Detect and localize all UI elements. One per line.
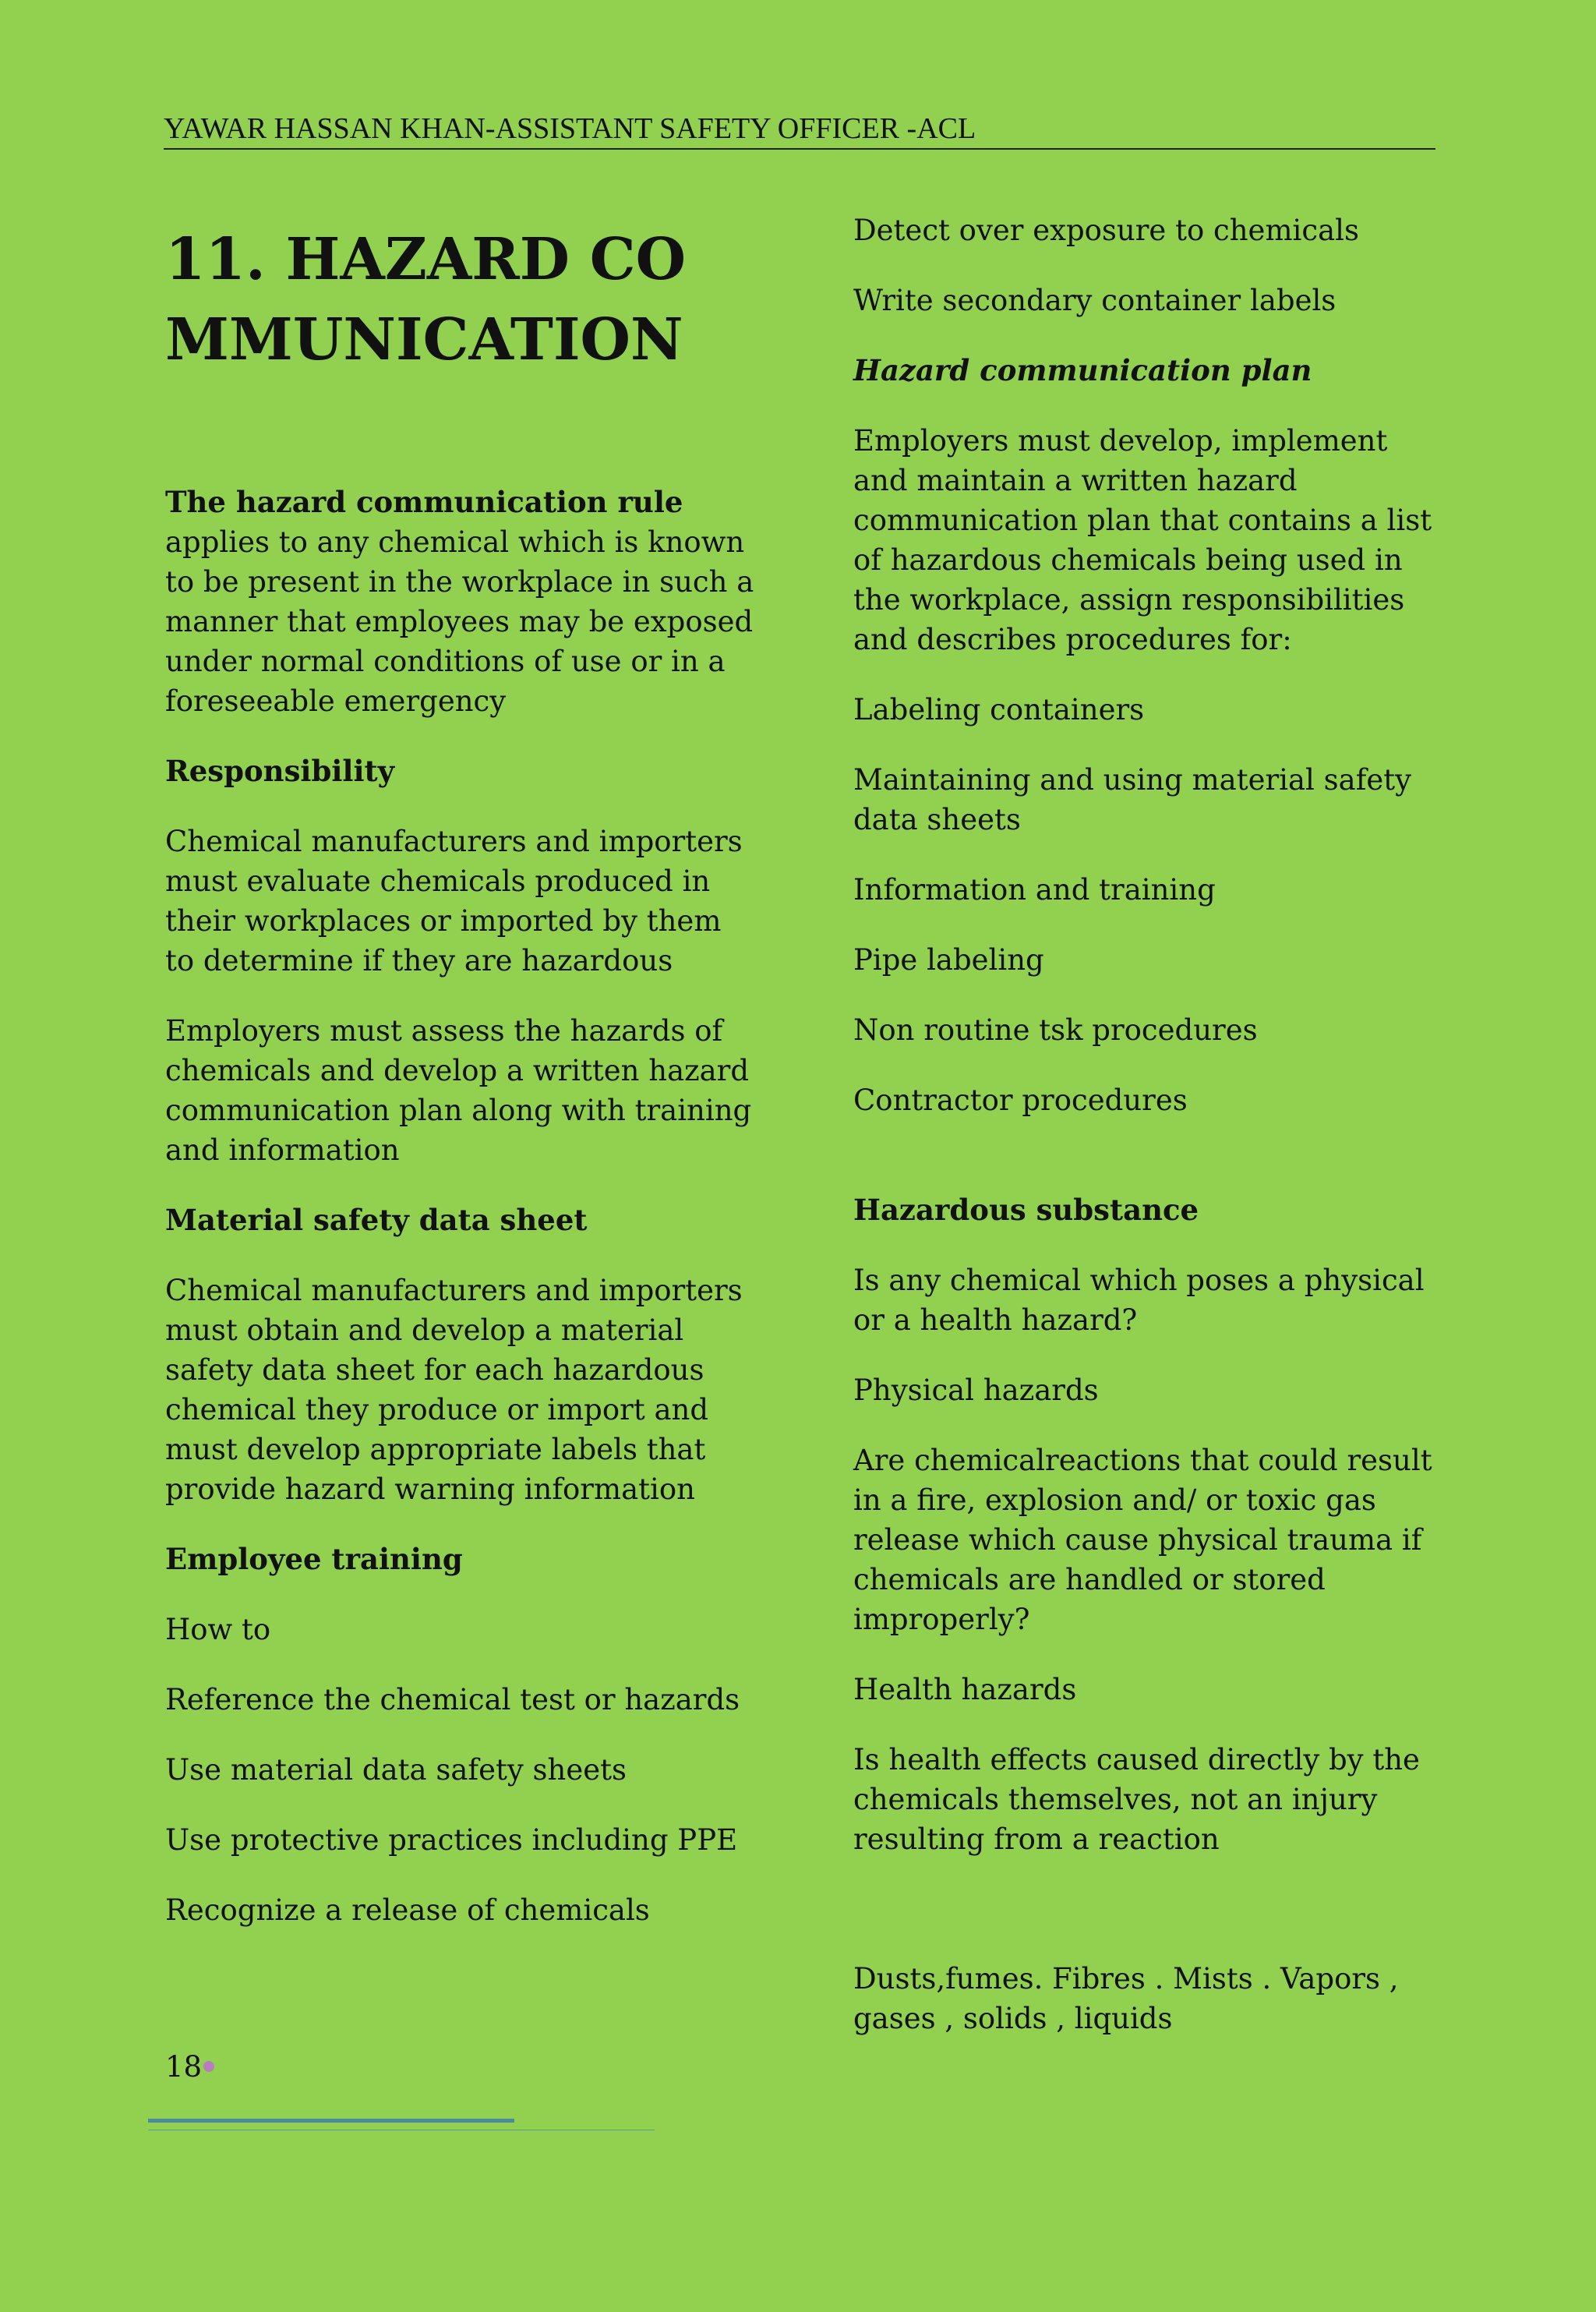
plan-item: Information and training [853,873,1216,907]
plan-item: Contractor procedures [853,1084,1188,1117]
responsibility-heading: Responsibility [165,754,395,788]
training-item: Recognize a release of chemicals [165,1893,650,1927]
msds-heading: Material safety data sheet [165,1203,588,1237]
training-item-continued: Detect over exposure to chemicals [853,214,1359,247]
plan-item: Maintaining and using material safety data sheets [853,763,1412,836]
health-hazards-label: Health hazards [853,1673,1077,1706]
training-item: Use material data safety sheets [165,1753,627,1787]
spacer [853,1890,1446,1959]
right-column [853,210,1446,2069]
substance-heading: Hazardous substance [853,1193,1199,1227]
bullet-dot-icon [203,2061,214,2072]
training-item: Reference the chemical test or hazards [165,1683,740,1716]
substance-paragraph: Is any chemical which poses a physical or a health hazard? [853,1264,1425,1337]
training-heading: Employee training [165,1542,463,1576]
intro-bold-lead: The hazard communication rule [165,485,683,519]
page-number [165,2044,214,2091]
responsibility-paragraph-2: Employers must assess the hazards of chemicals and develop a written hazard communication plan along with training and information [165,1014,752,1167]
spacer [853,1151,1446,1190]
forms-paragraph: Dusts,fumes. Fibres . Mists . Vapors , gases , solids , liquids [853,1962,1399,2035]
section-title: 11. HAZARD COMMUNICATION [165,226,687,373]
training-item: How to [165,1613,271,1646]
spacer [165,380,757,483]
plan-item: Non routine tsk procedures [853,1013,1258,1047]
msds-paragraph: Chemical manufacturers and importers must obtain and develop a material safety data sheet for each hazardous chemical they produce or import and must develop appropriate labels that provide hazard warning information [165,1274,743,1506]
page-header: YAWAR HASSAN KHAN-ASSISTANT SAFETY OFFICER -ACL [164,109,1435,150]
plan-item: Labeling containers [853,693,1145,726]
physical-hazards-paragraph: Are chemicalreactions that could result in a fire, explosion and/ or toxic gas release which cause physical trauma if chemicals are handled or stored improperly? [853,1444,1432,1636]
left-column [165,210,757,1960]
plan-paragraph: Employers must develop, implement and maintain a written hazard communication plan that contains a list of hazardous chemicals being used in the workplace, assign responsibilities and describes procedures for: [853,424,1432,656]
training-item: Use protective practices including PPE [165,1823,738,1857]
physical-hazards-label: Physical hazards [853,1373,1099,1407]
responsibility-paragraph-1: Chemical manufacturers and importers must evaluate chemicals produced in their workplaces or imported by them to determine if they are hazardous [165,825,743,977]
plan-heading: Hazard communication plan [853,353,1312,387]
intro-paragraph [165,483,757,721]
training-item-continued: Write secondary container labels [853,284,1336,317]
health-hazards-paragraph: Is health effects caused directly by the chemicals themselves, not an injury resulting from a reaction [853,1743,1420,1856]
intro-rest: applies to any chemical which is known to be present in the workplace in such a manner that employees may be exposed under normal conditions of use or in a foreseeable emergency [165,525,754,718]
footer-rule-thick [148,2119,514,2123]
page-number-text: 18 [165,2050,203,2084]
plan-item: Pipe labeling [853,943,1044,977]
